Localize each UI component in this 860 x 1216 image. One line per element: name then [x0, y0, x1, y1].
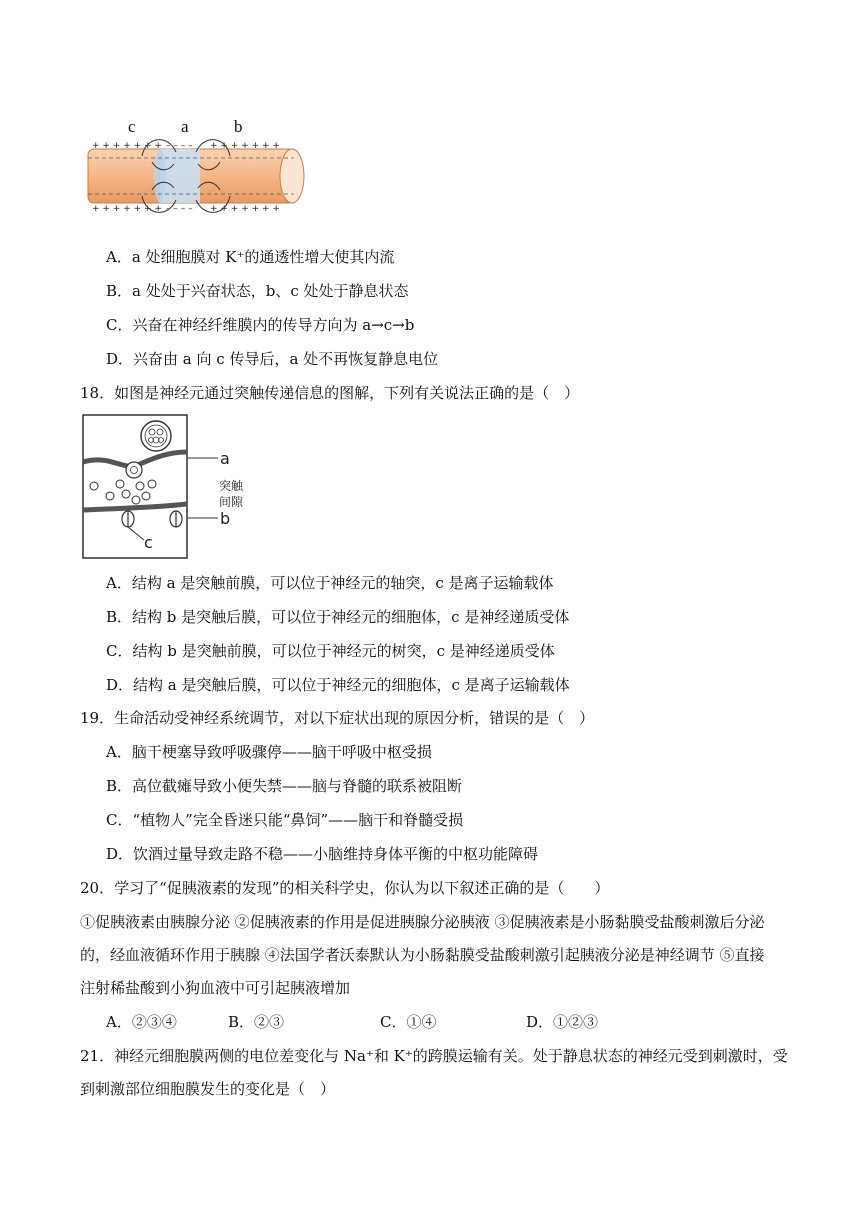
fig17-minus-top: – – – – — [166, 141, 193, 151]
q19-option-a: A．脑干梗塞导致呼吸骤停——脑干呼吸中枢受损 — [106, 743, 432, 761]
q19-stem: 19．生命活动受神经系统调节，对以下症状出现的原因分析，错误的是（ ） — [80, 709, 595, 727]
synapse-figure — [82, 414, 250, 560]
q17-option-c: C．兴奋在神经纤维膜内的传导方向为 a→c→b — [106, 316, 415, 334]
vesicle-large — [141, 421, 171, 451]
q20-statement-line-1: ①促胰液素由胰腺分泌 ②促胰液素的作用是促进胰腺分泌胰液 ③促胰液素是小肠黏膜受盐酸刺激后分泌 — [80, 913, 765, 931]
q18-option-a: A．结构 a 是突触前膜，可以位于神经元的轴突，c 是离子运输载体 — [106, 574, 554, 592]
fig17-label-b: b — [234, 117, 243, 136]
q18-option-b: B．结构 b 是突触后膜，可以位于神经元的细胞体，c 是神经递质受体 — [106, 608, 570, 626]
q20-stem: 20．学习了“促胰液素的发现”的相关科学史，你认为以下叙述正确的是（ ） — [80, 879, 610, 897]
q20-option-d: D．①②③ — [526, 1013, 599, 1031]
q17-option-a: A．a 处细胞膜对 K⁺的通透性增大使其内流 — [106, 248, 395, 266]
q18-option-d: D．结构 a 是突触后膜，可以位于神经元的细胞体，c 是离子运输载体 — [106, 676, 570, 694]
q19-option-b: B．高位截瘫导致小便失禁——脑与脊髓的联系被阻断 — [106, 777, 463, 795]
q20-statement-line-2: 的，经血液循环作用于胰腺 ④法国学者沃泰默认为小肠黏膜受盐酸刺激引起胰液分泌是神经调节 ⑤直接 — [80, 946, 765, 964]
nerve-fiber-figure — [84, 112, 310, 226]
synapse-label-b: b — [220, 509, 231, 528]
fiber-end — [280, 149, 304, 203]
fig17-plus-bottom-right: + + + + + + + — [210, 204, 280, 214]
q20-statement-line-3: 注射稀盐酸到小狗血液中可引起胰液增加 — [80, 979, 351, 997]
fig17-plus-bottom-left: + + + + + + + — [92, 204, 162, 214]
synapse-label-c: c — [144, 533, 153, 552]
q21-stem-line-2: 到刺激部位细胞膜发生的变化是（ ） — [80, 1080, 336, 1098]
fig17-plus-top-left: + + + + + + + — [92, 141, 162, 151]
q21-stem-line-1: 21．神经元细胞膜两侧的电位差变化与 Na⁺和 K⁺的跨膜运输有关。处于静息状态的神经元受到刺激时，受 — [80, 1047, 788, 1065]
fig17-label-c: c — [128, 117, 136, 136]
q17-option-d: D．兴奋由 a 向 c 传导后，a 处不再恢复静息电位 — [106, 350, 439, 368]
q20-option-c: C．①④ — [380, 1013, 437, 1031]
q18-option-c: C．结构 b 是突触前膜，可以位于神经元的树突，c 是神经递质受体 — [106, 642, 555, 660]
synapse-label-a: a — [220, 449, 230, 468]
fig17-minus-bottom: – – – – — [166, 204, 193, 214]
synapse-label-cleft-1: 突触 — [219, 479, 244, 493]
synapse-label-cleft-2: 间隙 — [219, 495, 244, 509]
q20-option-b: B．②③ — [228, 1013, 285, 1031]
q17-option-b: B．a 处处于兴奋状态，b、c 处处于静息状态 — [106, 282, 409, 300]
q19-option-d: D．饮酒过量导致走路不稳——小脑维持身体平衡的中枢功能障碍 — [106, 845, 539, 863]
q20-choices — [106, 1012, 766, 1032]
q20-option-a: A．②③④ — [106, 1013, 177, 1031]
q18-stem: 18．如图是神经元通过突触传递信息的图解，下列有关说法正确的是（ ） — [80, 384, 580, 402]
fig17-plus-top-right: + + + + + + + — [210, 141, 280, 151]
q19-option-c: C．“植物人”完全昏迷只能“鼻饲”——脑干和脊髓受损 — [106, 811, 464, 829]
fig17-label-a: a — [181, 117, 189, 136]
